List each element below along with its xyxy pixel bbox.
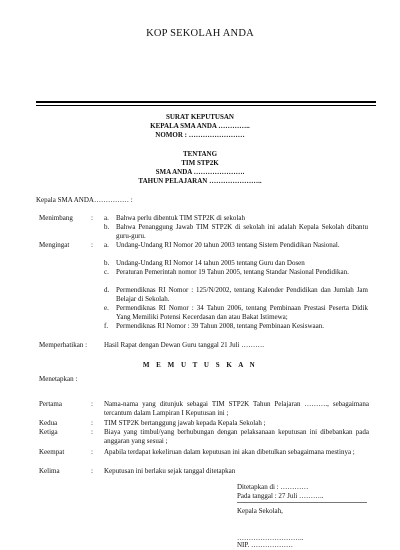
mengingat-a-letter: a. bbox=[104, 241, 109, 249]
colon: : bbox=[91, 467, 93, 475]
decision-text: Keputusan ini berlaku sejak tanggal ditetapkan bbox=[104, 467, 236, 475]
memperhatikan-text: Hasil Rapat dengan Dewan Guru tanggal 21 Juli ………. bbox=[104, 341, 264, 349]
decree-number: NOMOR : …………………… bbox=[155, 131, 245, 139]
subject-school: SMA ANDA …………………. bbox=[155, 168, 245, 176]
menetapkan-label: Menetapkan : bbox=[39, 375, 78, 383]
decision-text: Nama-nama yang ditunjuk sebagai TIM STP2K Tahun Pelajaran ………., sebagaimana tercantum dalam Lampiran I Keputusan ini ; bbox=[104, 400, 369, 417]
colon: : bbox=[91, 214, 93, 222]
mengingat-b-letter: b. bbox=[104, 259, 110, 267]
signature-nip: NIP. ……………… bbox=[237, 541, 294, 549]
signature-divider bbox=[237, 502, 367, 503]
mengingat-label: Mengingat bbox=[39, 241, 70, 249]
decree-subject bbox=[0, 150, 400, 186]
mengingat-f-text: Permendiknas RI Nomor : 39 Tahun 2008, tentang Pembinaan Kesiswaan. bbox=[116, 322, 324, 330]
colon: : bbox=[91, 400, 93, 408]
decision-label: Kedua bbox=[39, 419, 58, 427]
colon: : bbox=[91, 419, 93, 427]
decree-heading bbox=[0, 113, 400, 140]
signature-date: Pada tanggal : 27 Juli ……….. bbox=[237, 492, 324, 500]
decision-text: Apabila terdapat kekeliruan dalam keputusan ini akan dibetulkan sebagaimana mestinya ; bbox=[104, 448, 355, 456]
mengingat-c-text: Peraturan Pemerintah nomor 19 Tahun 2005, tentang Standar Nasional Pendidikan. bbox=[116, 268, 349, 276]
memutuskan-heading: M E M U T U S K A N bbox=[142, 361, 258, 369]
menimbang-b-letter: b. bbox=[104, 223, 110, 231]
menimbang-b-text: Bahwa Penanggung Jawab TIM STP2K di sekolah ini adalah Kepala Sekolah dibantu guru-guru. bbox=[116, 223, 368, 240]
decision-label: Keempat bbox=[39, 448, 65, 456]
mengingat-d-letter: d. bbox=[104, 286, 110, 294]
menimbang-label: Menimbang bbox=[39, 214, 73, 222]
mengingat-a-text: Undang-Undang RI Nomor 20 tahun 2003 tentang Sistem Pendidikan Nasional. bbox=[116, 241, 340, 249]
signature-place: Ditetapkan di : ………… bbox=[237, 483, 309, 491]
subject-year: TAHUN PELAJARAN ………………….. bbox=[138, 177, 262, 185]
mengingat-e-letter: e. bbox=[104, 304, 109, 312]
opening-line: Kepala SMA ANDA…………… : bbox=[36, 196, 133, 204]
letterhead-title: KOP SEKOLAH ANDA bbox=[146, 28, 254, 39]
subject-team: TIM STP2K bbox=[181, 159, 219, 167]
decision-label: Ketiga bbox=[39, 428, 58, 436]
subject-about: TENTANG bbox=[182, 150, 218, 158]
mengingat-f-letter: f. bbox=[104, 322, 109, 330]
decision-text: Biaya yang timbul/yang berhubungan dengan pelaksanaan keputusan ini dibebankan pada anggaran yang sesuai ; bbox=[104, 428, 369, 445]
decree-issuer: KEPALA SMA ANDA ………….. bbox=[150, 122, 250, 130]
decree-title: SURAT KEPUTUSAN bbox=[165, 113, 234, 121]
memperhatikan-label: Memperhatikan : bbox=[39, 341, 88, 349]
letterhead-divider bbox=[36, 101, 376, 106]
decision-label: Kelima bbox=[39, 467, 60, 475]
mengingat-c-letter: c. bbox=[104, 268, 109, 276]
mengingat-b-text: Undang-Undang RI Nomor 14 tahun 2005 tentang Guru dan Dosen bbox=[116, 259, 305, 267]
colon: : bbox=[91, 241, 93, 249]
menimbang-a-letter: a. bbox=[104, 214, 109, 222]
signature-name: ……………………….. bbox=[237, 534, 304, 542]
menimbang-a-text: Bahwa perlu dibentuk TIM STP2K di sekolah bbox=[116, 214, 245, 222]
decision-label: Pertama bbox=[39, 400, 62, 408]
mengingat-d-text: Permendiknas RI Nomor : 125/N/2002, tentang Kalender Pendidikan dan Jumlah Jam Belajar di Sekolah. bbox=[116, 286, 368, 303]
colon: : bbox=[91, 448, 93, 456]
decision-text: TIM STP2K bertanggung jawab kepada Kepala Sekolah ; bbox=[104, 419, 266, 427]
mengingat-e-text: Permendiknas RI Nomor : 34 Tahun 2006, tentang Pembinaan Prestasi Peserta Didik Yang Memiliki Potensi Kecerdasan dan atau Bakat Istimewa; bbox=[116, 304, 368, 321]
colon: : bbox=[91, 428, 93, 436]
signature-title: Kepala Sekolah, bbox=[237, 507, 283, 515]
